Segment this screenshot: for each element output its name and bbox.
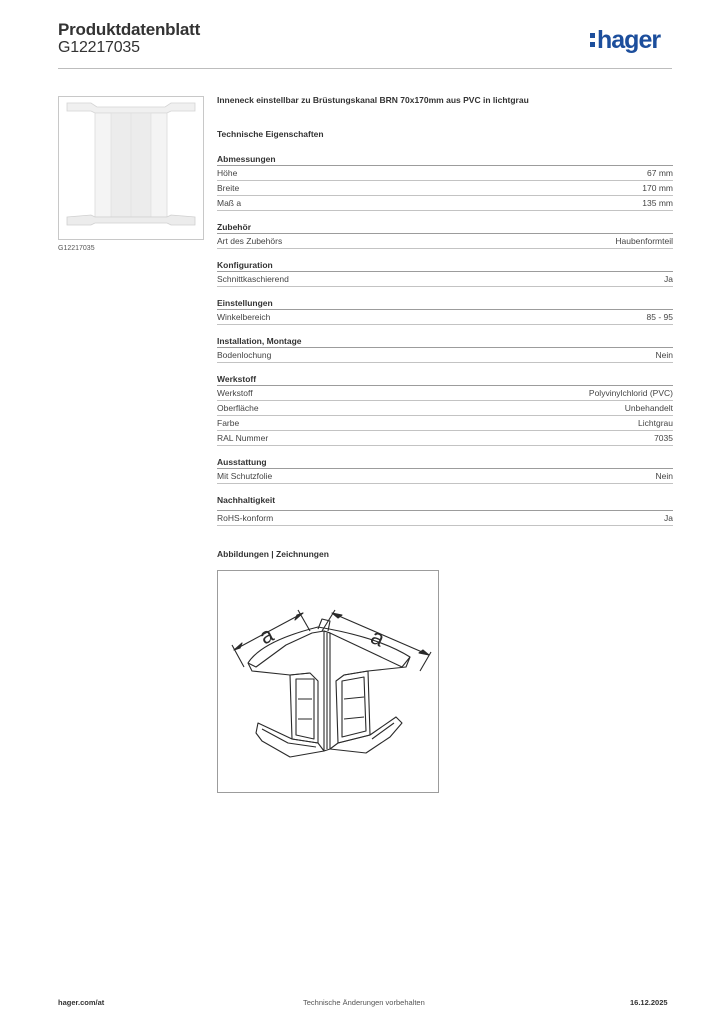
section-zubehoer (217, 221, 673, 249)
property-row (217, 401, 673, 416)
property-row (217, 469, 673, 484)
section-konfiguration (217, 259, 673, 287)
property-row (217, 166, 673, 181)
property-value: 135 mm (642, 198, 673, 208)
property-row (217, 181, 673, 196)
property-row (217, 431, 673, 446)
section-ausstattung (217, 456, 673, 484)
product-thumbnail (58, 96, 204, 240)
section-title: Zubehör (217, 221, 673, 234)
footer-date: 16.12.2025 (630, 998, 668, 1007)
property-label: Schnittkaschierend (217, 274, 289, 284)
property-label: Mit Schutzfolie (217, 471, 273, 481)
header-divider (58, 68, 672, 69)
section-title: Installation, Montage (217, 335, 673, 348)
section-einstellungen (217, 297, 673, 325)
property-label: RAL Nummer (217, 433, 269, 443)
footer-website-link[interactable]: hager.com/at (58, 998, 105, 1007)
section-title: Ausstattung (217, 456, 673, 469)
tech-properties-heading: Technische Eigenschaften (217, 129, 324, 139)
figures-heading: Abbildungen | Zeichnungen (217, 549, 329, 559)
page-title: Produktdatenblatt (58, 20, 201, 39)
product-info (217, 95, 673, 526)
property-value: Nein (655, 350, 673, 360)
section-abmessungen (217, 153, 673, 211)
section-title: Nachhaltigkeit (217, 494, 673, 511)
hager-logo (590, 26, 660, 55)
property-value: Unbehandelt (624, 403, 673, 413)
property-label: Bodenlochung (217, 350, 272, 360)
property-label: Art des Zubehörs (217, 236, 283, 246)
footer-notice: Technische Änderungen vorbehalten (303, 998, 425, 1007)
dimension-label-a-left: a (255, 621, 278, 650)
property-label: Winkelbereich (217, 312, 271, 322)
property-value: Polyvinylchlorid (PVC) (588, 388, 673, 398)
property-row (217, 386, 673, 401)
property-label: Breite (217, 183, 240, 193)
property-value: 85 - 95 (646, 312, 673, 322)
property-value: Nein (655, 471, 673, 481)
section-title: Abmessungen (217, 153, 673, 166)
product-code: G12217035 (58, 39, 140, 56)
section-title: Konfiguration (217, 259, 673, 272)
property-label: RoHS-konform (217, 513, 274, 523)
thumbnail-caption: G12217035 (58, 245, 95, 252)
property-row (217, 348, 673, 363)
section-title: Einstellungen (217, 297, 673, 310)
section-nachhaltigkeit (217, 494, 673, 526)
section-title: Werkstoff (217, 373, 673, 386)
section-werkstoff (217, 373, 673, 446)
property-row (217, 310, 673, 325)
technical-drawing (217, 570, 439, 793)
property-label: Farbe (217, 418, 240, 428)
technical-drawing-image (218, 571, 438, 792)
property-value: 67 mm (647, 168, 673, 178)
logo-mark-icon (590, 30, 596, 50)
product-thumbnail-image (59, 97, 203, 239)
property-row (217, 272, 673, 287)
property-value: Lichtgrau (638, 418, 673, 428)
dimension-label-a-right: a (367, 623, 389, 652)
property-row (217, 416, 673, 431)
logo-text: hager (597, 26, 661, 54)
property-row (217, 234, 673, 249)
property-label: Höhe (217, 168, 238, 178)
property-label: Maß a (217, 198, 242, 208)
property-value: Haubenformteil (615, 236, 673, 246)
section-installation (217, 335, 673, 363)
property-value: Ja (664, 274, 673, 284)
property-label: Werkstoff (217, 388, 253, 398)
property-value: Ja (664, 513, 673, 523)
product-description: Inneneck einstellbar zu Brüstungskanal BRN 70x170mm aus PVC in lichtgrau (217, 95, 529, 105)
property-row (217, 196, 673, 211)
property-row (217, 511, 673, 526)
property-label: Oberfläche (217, 403, 259, 413)
property-value: 170 mm (642, 183, 673, 193)
property-value: 7035 (654, 433, 673, 443)
